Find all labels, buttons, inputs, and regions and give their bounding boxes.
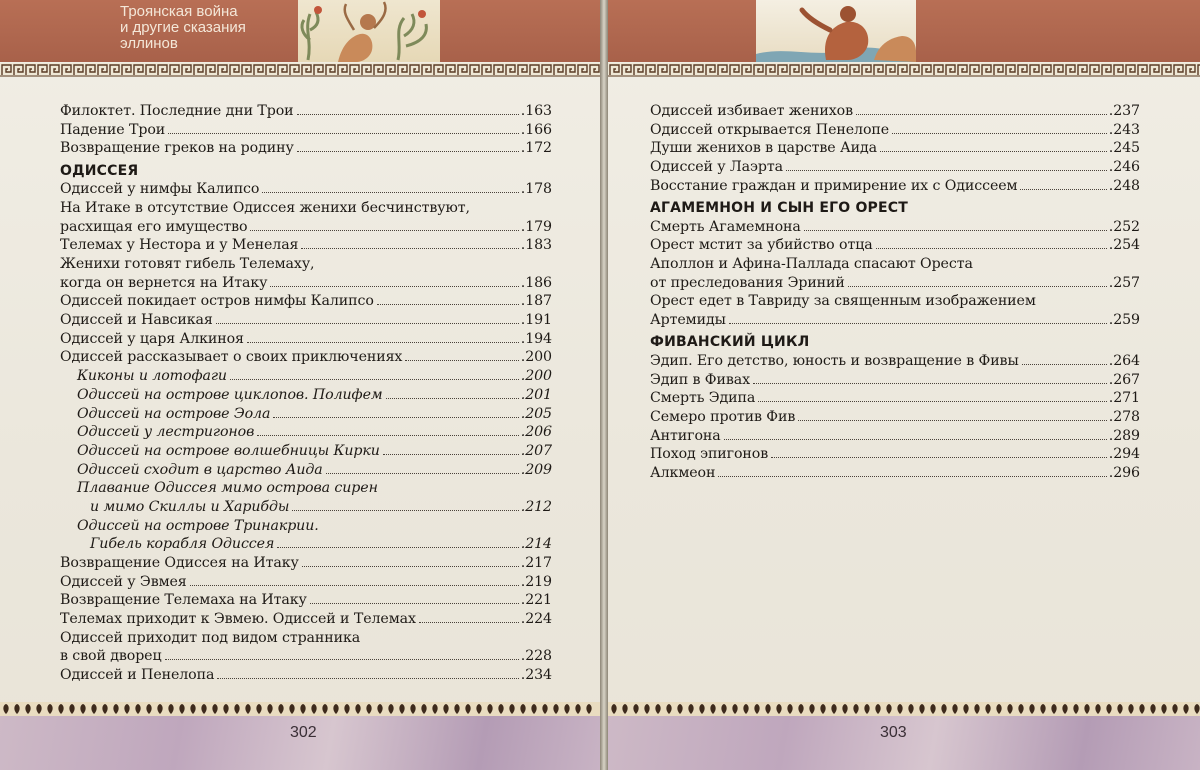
- dot-leader: [297, 114, 519, 115]
- toc-entry: [60, 121, 552, 140]
- toc-entry: [60, 535, 552, 554]
- dot-leader: [729, 323, 1107, 324]
- dot-leader: [856, 114, 1107, 115]
- toc-entry: [60, 498, 552, 517]
- toc-entry-title: Одиссей рассказывает о своих приключениях: [60, 349, 403, 366]
- toc-entry: [60, 461, 552, 480]
- page-number: 303: [880, 724, 907, 741]
- dot-leader: [310, 603, 519, 604]
- palmette-border: [608, 702, 1200, 716]
- toc-page-number: .219: [520, 573, 552, 590]
- dot-leader: [1022, 364, 1107, 365]
- toc-page-number: .179: [520, 218, 552, 235]
- dot-leader: [301, 248, 518, 249]
- toc-entry-title: Одиссей у царя Алкиноя: [60, 330, 244, 347]
- toc-entry: [650, 121, 1140, 140]
- toc-entry: [60, 236, 552, 255]
- dot-leader: [771, 457, 1107, 458]
- toc-page-number: .257: [1108, 274, 1140, 291]
- toc-entry-title: Одиссей сходит в царство Аида: [77, 461, 323, 478]
- dot-leader: [297, 151, 519, 152]
- dot-leader: [190, 585, 519, 586]
- toc-entry-title: Одиссей на острове Эола: [77, 405, 271, 422]
- toc-entry: [650, 352, 1140, 371]
- toc-entry: [650, 236, 1140, 255]
- toc-entry-title: Одиссей у лестригонов: [77, 424, 255, 441]
- toc-entry: [650, 371, 1140, 390]
- toc-entry: [650, 274, 1140, 293]
- toc-entry: [60, 367, 552, 386]
- dot-leader: [753, 383, 1107, 384]
- toc-page-number: .172: [520, 140, 552, 157]
- toc-page-number: .163: [520, 103, 552, 119]
- dot-leader: [326, 473, 519, 474]
- toc-entry: [60, 573, 552, 592]
- toc-page-number: .205: [520, 405, 552, 422]
- toc-entry: [60, 442, 552, 461]
- toc-page-number: .237: [1108, 103, 1140, 119]
- toc-entry-title: и мимо Скиллы и Харибды: [90, 498, 290, 515]
- dot-leader: [848, 286, 1107, 287]
- meander-border: [608, 63, 1200, 77]
- toc-entry-line: Плавание Одиссея мимо острова сирен: [77, 480, 378, 497]
- section-heading: ОДИССЕЯ: [60, 162, 139, 179]
- toc-page-number: .194: [520, 330, 552, 347]
- dot-leader: [377, 304, 519, 305]
- toc-entry-title: Одиссей на острове волшебницы Кирки: [77, 442, 380, 459]
- palmette-border: [0, 702, 600, 716]
- toc-entry-title: Смерть Эдипа: [650, 390, 756, 407]
- dot-leader: [277, 547, 519, 548]
- toc-entry-title: Артемиды: [650, 312, 726, 329]
- dot-leader: [257, 435, 519, 436]
- toc-page-number: .183: [520, 237, 552, 254]
- toc-page-number: .296: [1108, 465, 1140, 482]
- toc-entry: [60, 330, 552, 349]
- toc-entry-title: Падение Трои: [60, 121, 166, 138]
- toc-entry-title: Эдип в Фивах: [650, 371, 750, 388]
- dot-leader: [230, 379, 519, 380]
- toc-entry: [60, 348, 552, 367]
- toc-page-number: .246: [1108, 159, 1140, 176]
- toc-entry: [60, 139, 552, 158]
- section-heading: АГАМЕМНОН И СЫН ЕГО ОРЕСТ: [650, 199, 908, 216]
- dot-leader: [247, 342, 519, 343]
- toc-entry: [650, 389, 1140, 408]
- toc-entry-title: Возвращение Одиссея на Итаку: [60, 555, 299, 571]
- toc-entry-line: Одиссей на острове Тринакрии.: [77, 517, 319, 534]
- dot-leader: [1020, 189, 1106, 190]
- toc-entry-line: Аполлон и Афина-Паллада спасают Ореста: [650, 256, 973, 272]
- toc-entry: [650, 445, 1140, 464]
- toc-entry-title: Одиссей у Эвмея: [60, 573, 187, 590]
- toc-entry-title: Эдип. Его детство, юность и возвращение в Фивы: [650, 352, 1019, 369]
- fresco-illustration: [298, 0, 440, 62]
- toc-entry-title: от преследования Эриний: [650, 274, 845, 291]
- toc-entry: [60, 274, 552, 293]
- toc-page-number: .178: [520, 181, 552, 198]
- dot-leader: [892, 133, 1107, 134]
- toc-entry: [60, 554, 552, 573]
- toc-page-number: .166: [520, 121, 552, 138]
- toc-page-number: .200: [520, 368, 552, 385]
- toc-page-number: .252: [1108, 218, 1140, 235]
- toc-entry: [60, 405, 552, 424]
- toc-page-number: .217: [520, 555, 552, 571]
- dot-leader: [758, 401, 1107, 402]
- toc-entry-title: Телемах приходит к Эвмею. Одиссей и Телемах: [60, 611, 416, 628]
- toc-page-number: .212: [520, 498, 552, 515]
- book-spine: [600, 0, 608, 770]
- toc-page-number: .191: [520, 312, 552, 329]
- dot-leader: [262, 192, 518, 193]
- toc-entry-title: когда он вернется на Итаку: [60, 274, 268, 291]
- dot-leader: [302, 566, 519, 567]
- dot-leader: [419, 622, 519, 623]
- dot-leader: [876, 248, 1107, 249]
- toc-entry-title: Поход эпигонов: [650, 446, 769, 463]
- toc-page-number: .214: [520, 536, 552, 553]
- toc-page-number: .243: [1108, 121, 1140, 138]
- toc-entry: [60, 647, 552, 666]
- toc-page-number: .267: [1108, 371, 1140, 388]
- toc-page-number: .278: [1108, 409, 1140, 425]
- toc-entry-title: Гибель корабля Одиссея: [90, 536, 275, 553]
- dot-leader: [217, 678, 518, 679]
- table-of-contents-right: [650, 102, 1140, 483]
- toc-entry: [650, 102, 1140, 121]
- dot-leader: [383, 454, 519, 455]
- toc-entry: [650, 218, 1140, 237]
- toc-entry-line: Одиссей приходит под видом странника: [60, 629, 361, 646]
- toc-entry-title: Смерть Агамемнона: [650, 218, 801, 235]
- toc-page-number: .259: [1108, 312, 1140, 329]
- toc-entry-title: Одиссей избивает женихов: [650, 103, 853, 119]
- toc-entry-title: Орест мстит за убийство отца: [650, 237, 873, 254]
- toc-page-number: .221: [520, 592, 552, 609]
- dot-leader: [798, 420, 1107, 421]
- toc-entry-title: Филоктет. Последние дни Трои: [60, 103, 294, 119]
- toc-entry-title: в свой дворец: [60, 648, 162, 665]
- dot-leader: [724, 439, 1107, 440]
- toc-page-number: .207: [520, 442, 552, 459]
- toc-entry-title: расхищая его имущество: [60, 218, 248, 235]
- toc-page-number: .234: [520, 667, 552, 684]
- toc-page-number: .224: [520, 611, 552, 628]
- toc-entry: [650, 139, 1140, 158]
- toc-entry-title: Алкмеон: [650, 465, 716, 482]
- page-number: 302: [290, 724, 317, 741]
- toc-entry-title: Одиссей и Навсикая: [60, 312, 213, 329]
- toc-entry: [650, 427, 1140, 446]
- toc-page-number: .254: [1108, 237, 1140, 254]
- dot-leader: [786, 170, 1107, 171]
- toc-page-number: .228: [520, 648, 552, 665]
- toc-entry-title: Одиссей покидает остров нимфы Калипсо: [60, 293, 374, 310]
- running-title: Троянская война и другие сказания эллинов: [120, 3, 246, 52]
- toc-page-number: .187: [520, 293, 552, 310]
- toc-entry-line: Орест едет в Тавриду за священным изображением: [650, 293, 1036, 310]
- toc-entry-title: Семеро против Фив: [650, 409, 796, 425]
- toc-page-number: .245: [1108, 140, 1140, 157]
- dot-leader: [168, 133, 519, 134]
- dot-leader: [270, 286, 518, 287]
- toc-page-number: .186: [520, 274, 552, 291]
- toc-entry: [60, 591, 552, 610]
- right-page: [608, 0, 1200, 770]
- toc-entry-line: На Итаке в отсутствие Одиссея женихи бесчинствуют,: [60, 199, 470, 216]
- dot-leader: [804, 230, 1107, 231]
- toc-entry: [60, 666, 552, 685]
- dot-leader: [165, 659, 519, 660]
- toc-entry: [60, 102, 552, 121]
- toc-entry: [60, 386, 552, 405]
- toc-page-number: .200: [520, 349, 552, 366]
- dot-leader: [718, 476, 1106, 477]
- toc-entry-title: Восстание граждан и примирение их с Одиссеем: [650, 177, 1018, 194]
- toc-entry-title: Возвращение греков на родину: [60, 140, 294, 157]
- toc-entry: [60, 218, 552, 237]
- toc-entry-title: Души женихов в царстве Аида: [650, 140, 877, 157]
- toc-page-number: .209: [520, 461, 552, 478]
- toc-entry: [650, 408, 1140, 427]
- toc-entry-title: Телемах у Нестора и у Менелая: [60, 237, 299, 254]
- dot-leader: [216, 323, 519, 324]
- toc-entry: [60, 610, 552, 629]
- table-of-contents-left: [60, 102, 552, 685]
- dot-leader: [405, 360, 518, 361]
- meander-border: [0, 63, 600, 77]
- toc-entry: [650, 464, 1140, 483]
- toc-entry-title: Возвращение Телемаха на Итаку: [60, 592, 307, 609]
- toc-entry: [650, 311, 1140, 330]
- toc-entry-title: Одиссей у нимфы Калипсо: [60, 181, 260, 198]
- toc-entry-title: Одиссей и Пенелопа: [60, 667, 215, 684]
- dot-leader: [880, 151, 1107, 152]
- toc-entry: [650, 158, 1140, 177]
- toc-entry-title: Одиссей на острове циклопов. Полифем: [77, 386, 383, 403]
- toc-page-number: .206: [520, 424, 552, 441]
- toc-page-number: .248: [1108, 177, 1140, 194]
- toc-page-number: .201: [520, 386, 552, 403]
- dot-leader: [250, 230, 518, 231]
- dot-leader: [292, 510, 519, 511]
- dot-leader: [273, 417, 518, 418]
- toc-entry-line: Женихи готовят гибель Телемаху,: [60, 256, 315, 272]
- toc-page-number: .294: [1108, 446, 1140, 463]
- toc-entry-title: Киконы и лотофаги: [77, 368, 227, 385]
- toc-page-number: .289: [1108, 427, 1140, 444]
- toc-page-number: .264: [1108, 352, 1140, 369]
- toc-entry-title: Одиссей у Лаэрта: [650, 159, 783, 176]
- toc-entry: [60, 311, 552, 330]
- toc-page-number: .271: [1108, 390, 1140, 407]
- toc-entry: [60, 292, 552, 311]
- toc-entry: [650, 177, 1140, 196]
- toc-entry-title: Антигона: [650, 427, 721, 444]
- toc-entry: [60, 423, 552, 442]
- dot-leader: [386, 398, 519, 399]
- section-heading: ФИВАНСКИЙ ЦИКЛ: [650, 334, 810, 351]
- fresco-illustration: [756, 0, 916, 62]
- toc-entry-title: Одиссей открывается Пенелопе: [650, 121, 890, 138]
- toc-entry: [60, 180, 552, 199]
